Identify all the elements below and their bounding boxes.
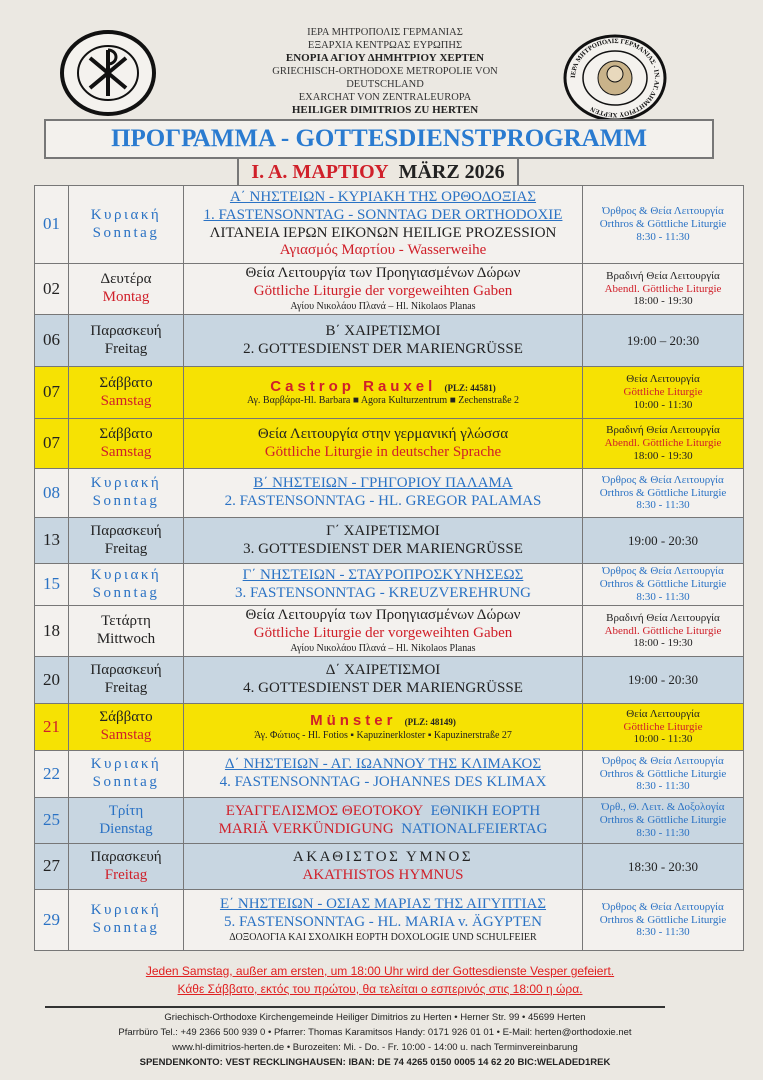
schedule-row <box>35 798 744 844</box>
time-line: Göttliche Liturgie <box>623 720 703 733</box>
time-line: Orthros & Göttliche Liturgie <box>599 814 727 827</box>
schedule-row <box>35 518 744 564</box>
divider <box>45 1006 665 1008</box>
date-cell: 15 <box>35 564 69 606</box>
day-greek: Κυριακή <box>90 756 162 773</box>
day-cell <box>69 751 184 798</box>
time-cell <box>583 419 744 469</box>
day-german: Freitag <box>104 540 148 557</box>
day-german: Sonntag <box>92 920 160 936</box>
schedule-row <box>35 564 744 606</box>
event-text: Γ΄ ΧΑΙΡΕΤΙΣΜΟΙ <box>326 522 440 539</box>
header-line: ΕΝΟΡΙΑ ΑΓΙΟΥ ΔΗΜΗΤΡΙΟΥ ΧΕΡΤΕΝ <box>285 52 485 64</box>
time-line: Abendl. Göttliche Liturgie <box>604 624 722 637</box>
date-cell: 29 <box>35 890 69 951</box>
event-cell <box>184 469 583 518</box>
time-line: 8:30 - 11:30 <box>636 780 690 793</box>
date-cell: 02 <box>35 264 69 315</box>
day-greek: Παρασκευή <box>90 848 162 865</box>
time-cell <box>583 704 744 751</box>
time-line: 8:30 - 11:30 <box>636 590 690 603</box>
time-line: Göttliche Liturgie <box>623 386 703 399</box>
day-german: Sonntag <box>92 224 160 241</box>
event-line <box>184 625 582 643</box>
event-cell <box>184 419 583 469</box>
day-greek: Δευτέρα <box>100 271 152 288</box>
event-text: Göttliche Liturgie in deutscher Sprache <box>264 443 502 460</box>
date-cell: 21 <box>35 704 69 751</box>
time-line: 8:30 - 11:30 <box>636 826 690 839</box>
schedule-row <box>35 264 744 315</box>
day-greek: Τετάρτη <box>101 613 151 630</box>
event-text: MARIÄ VERKÜNDIGUNG <box>218 820 394 837</box>
header-line: EXARCHAT VON ZENTRALEUROPA <box>298 92 472 103</box>
time-line: Βραδινή Θεία Λειτουργία <box>606 611 720 624</box>
day-greek: Σάββατο <box>99 709 153 726</box>
date-cell: 22 <box>35 751 69 798</box>
event-line <box>184 541 582 559</box>
day-greek: Παρασκευή <box>90 322 162 339</box>
event-line <box>184 849 582 867</box>
day-cell <box>69 264 184 315</box>
date-cell: 06 <box>35 315 69 367</box>
time-line: Βραδινή Θεία Λειτουργία <box>606 424 720 437</box>
day-greek: Κυριακή <box>90 566 162 583</box>
day-german: Sonntag <box>92 493 160 509</box>
time-line: Όρθρος & Θεία Λειτουργία <box>602 900 724 913</box>
event-cell <box>184 751 583 798</box>
footer <box>30 1010 720 1070</box>
day-greek: Κυριακή <box>90 902 162 919</box>
event-text-secondary: ΕΘΝΙΚΗ ΕΟΡΤΗ <box>430 802 541 819</box>
day-german: Freitag <box>104 340 148 357</box>
event-text: 4. FASTENSONNTAG - JOHANNES DES KLIMAX <box>219 774 547 790</box>
event-cell <box>184 844 583 890</box>
time-line: Όρθρος & Θεία Λειτουργία <box>602 473 724 486</box>
time-cell <box>583 518 744 564</box>
time-line: Όρθ., Θ. Λειτ. & Δοξολογία <box>601 801 725 814</box>
time-cell <box>583 367 744 419</box>
day-greek: Παρασκευή <box>90 662 162 679</box>
event-line <box>184 426 582 444</box>
event-cell <box>184 518 583 564</box>
time-line: 19:00 - 20:30 <box>627 532 699 548</box>
event-line <box>184 189 582 207</box>
time-line: Orthros & Göttliche Liturgie <box>599 218 727 231</box>
schedule-row <box>35 751 744 798</box>
date-cell: 25 <box>35 798 69 844</box>
date-cell: 07 <box>35 419 69 469</box>
event-line <box>184 932 582 944</box>
time-line: Abendl. Göttliche Liturgie <box>604 282 722 295</box>
footer-contact: Pfarrbüro Tel.: +49 2366 500 939 0 • Pfarrer: Thomas Karamitsos Handy: 0171 926 01 01 • E-Mail: herten@orthodoxie.net <box>118 1027 632 1038</box>
event-cell <box>184 606 583 657</box>
day-greek: Παρασκευή <box>90 522 162 539</box>
right-logo-text-path: ΙΕΡΑ ΜΗΤΡΟΠΟΛΙΣ ΓΕΡΜΑΝΙΑΣ - ΙΝ. ΑΓ. ΔΗΜΗΤΡΙΟΥ ΧΕΡΤΕΝ <box>569 37 661 119</box>
event-line <box>184 607 582 625</box>
time-cell <box>583 890 744 951</box>
event-text: Α΄ ΝΗΣΤΕΙΩΝ - ΚΥΡΙΑΚΗ ΤΗΣ ΟΡΘΟΔΟΞΙΑΣ <box>229 189 537 206</box>
footer-bank: SPENDENKONTO: VEST RECKLINGHAUSEN: IBAN: DE 74 4265 0150 0005 14 62 20 BIC:WELADED1REK <box>139 1057 611 1068</box>
event-cell <box>184 264 583 315</box>
event-line <box>184 395 582 407</box>
time-line: 19:00 - 20:30 <box>627 672 699 688</box>
note-line-de: Jeden Samstag, außer am ersten, um 18:00 Uhr wird der Gottesdienste Vesper gefeiert. <box>145 964 615 978</box>
date-cell: 18 <box>35 606 69 657</box>
time-line: 19:00 – 20:30 <box>626 332 700 348</box>
event-line <box>184 475 582 493</box>
day-cell <box>69 367 184 419</box>
month-greek: Ι. Α. ΜΑΡΤΙΟΥ <box>251 161 389 183</box>
event-line <box>184 662 582 680</box>
schedule-row <box>35 844 744 890</box>
header-line: GRIECHISCH-ORTHODOXE METROPOLIE VON <box>272 66 498 77</box>
event-text: Ε΄ ΝΗΣΤΕΙΩΝ - ΟΣΙΑΣ ΜΑΡΙΑΣ ΤΗΣ ΑΙΓΥΠΤΙΑΣ <box>219 896 547 913</box>
time-line: Όρθρος & Θεία Λειτουργία <box>602 754 724 767</box>
vesper-note <box>60 962 700 998</box>
time-line: Orthros & Göttliche Liturgie <box>599 767 727 780</box>
event-line <box>184 730 582 742</box>
event-text-secondary: NATIONALFEIERTAG <box>401 820 548 837</box>
day-german: Sonntag <box>92 774 160 790</box>
event-cell <box>184 367 583 419</box>
time-cell <box>583 844 744 890</box>
schedule-row <box>35 657 744 704</box>
event-line <box>184 523 582 541</box>
event-line <box>184 283 582 301</box>
time-line: 10:00 - 11:30 <box>633 733 693 746</box>
church-header <box>200 26 570 117</box>
month-heading <box>237 157 519 188</box>
event-text: 2. GOTTESDIENST DER MARIENGRÜSSE <box>243 340 523 357</box>
day-german: Samstag <box>100 392 152 409</box>
page-title: ΠΡΟΓΡΑΜΜΑ - GOTTESDIENSTPROGRAMM <box>44 119 714 159</box>
header-line: HEILIGER DIMITRIOS ZU HERTEN <box>291 104 479 116</box>
time-line: Θεία Λειτουργία <box>626 373 700 386</box>
event-cell <box>184 564 583 606</box>
day-german: Mittwoch <box>96 631 156 647</box>
time-cell <box>583 798 744 844</box>
event-text: Münster <box>310 712 397 730</box>
event-line <box>184 803 582 821</box>
note-line-gr: Κάθε Σάββατο, εκτός του πρώτου, θα τελείται ο εσπερινός στις 18:00 η ώρα. <box>177 982 583 996</box>
event-text: Β΄ ΝΗΣΤΕΙΩΝ - ΓΡΗΓΟΡΙΟΥ ΠΑΛΑΜΑ <box>253 475 513 492</box>
event-text: ΕΥΑΓΓΕΛΙΣΜΟΣ ΘΕΟΤΟΚΟΥ <box>225 802 424 819</box>
date-cell: 27 <box>35 844 69 890</box>
event-text: Θεία Λειτουργία των Προηγιασμένων Δώρων <box>245 265 521 282</box>
time-cell <box>583 186 744 264</box>
event-line <box>184 821 582 839</box>
day-cell <box>69 518 184 564</box>
event-line <box>184 774 582 792</box>
date-cell: 01 <box>35 186 69 264</box>
day-cell <box>69 564 184 606</box>
event-text: Αγιασμός Μαρτίου - Wasserweihe <box>279 242 487 259</box>
event-text: 1. FASTENSONNTAG - SONNTAG DER ORTHODOXIE <box>203 206 563 223</box>
time-cell <box>583 657 744 704</box>
time-cell <box>583 606 744 657</box>
time-line: 18:30 - 20:30 <box>627 858 699 874</box>
event-text: Göttliche Liturgie der vorgeweihten Gaben <box>253 283 513 300</box>
time-line: 8:30 - 11:30 <box>636 499 690 512</box>
event-line <box>184 444 582 462</box>
day-german: Dienstag <box>99 820 153 837</box>
event-text: Göttliche Liturgie der vorgeweihten Gaben <box>253 625 513 642</box>
event-line <box>184 643 582 655</box>
postal-code: (PLZ: 44581) <box>444 382 496 393</box>
postal-code: (PLZ: 48149) <box>404 717 456 728</box>
time-cell <box>583 564 744 606</box>
metropolis-logo-left <box>60 30 156 116</box>
event-text: Δ΄ ΧΑΙΡΕΤΙΣΜΟΙ <box>325 662 441 679</box>
event-text: 2. FASTENSONNTAG - HL. GREGOR PALAMAS <box>224 493 542 509</box>
time-line: 8:30 - 11:30 <box>636 926 690 939</box>
schedule-table <box>34 185 744 951</box>
schedule-row <box>35 704 744 751</box>
event-text: Αγίου Νικολάου Πλανά – Hl. Nikolaos Planas <box>290 300 476 312</box>
schedule-row <box>35 367 744 419</box>
event-text: Άγ. Φώτιος - Hl. Fotios ▪ Kapuzinerkloster ▪ Kapuzinerstraße 27 <box>254 729 512 741</box>
date-cell: 20 <box>35 657 69 704</box>
day-cell <box>69 844 184 890</box>
event-text: 3. GOTTESDIENST DER MARIENGRÜSSE <box>243 540 523 557</box>
day-greek: Κυριακή <box>90 475 162 492</box>
day-greek: Κυριακή <box>90 206 162 223</box>
time-line: Όρθρος & Θεία Λειτουργία <box>602 565 724 578</box>
month-german: MÄRZ 2026 <box>398 161 505 183</box>
event-text: ΔΟΞΟΛΟΓΙΑ ΚΑΙ ΣΧΟΛΙΚΗ ΕΟΡΤΗ DOXOLOGIE UND SCHULFEIER <box>229 931 537 943</box>
event-text: ΑΚΑΘΙΣΤΟΣ ΥΜΝΟΣ <box>292 848 474 865</box>
event-text: Θεία Λειτουργία των Προηγιασμένων Δώρων <box>245 607 521 624</box>
schedule-row <box>35 186 744 264</box>
parish-logo-right <box>563 34 667 122</box>
time-line: 8:30 - 11:30 <box>636 230 690 243</box>
day-cell <box>69 469 184 518</box>
schedule-row <box>35 890 744 951</box>
event-text: Γ΄ ΝΗΣΤΕΙΩΝ - ΣΤΑΥΡΟΠΡΟΣΚΥΝΗΣΕΩΣ <box>242 566 524 583</box>
event-text: Β΄ ΧΑΙΡΕΤΙΣΜΟΙ <box>325 322 441 339</box>
time-line: Abendl. Göttliche Liturgie <box>604 437 722 450</box>
event-line <box>184 265 582 283</box>
time-line: Orthros & Göttliche Liturgie <box>599 578 727 591</box>
event-line <box>184 301 582 313</box>
time-cell <box>583 469 744 518</box>
event-line <box>184 896 582 914</box>
event-line <box>184 341 582 359</box>
day-cell <box>69 704 184 751</box>
time-line: Όρθρος & Θεία Λειτουργία <box>602 205 724 218</box>
time-line: Orthros & Göttliche Liturgie <box>599 913 727 926</box>
day-greek: Τρίτη <box>108 802 144 819</box>
date-cell: 13 <box>35 518 69 564</box>
schedule-row <box>35 469 744 518</box>
event-cell <box>184 798 583 844</box>
event-text: Αγίου Νικολάου Πλανά – Hl. Nikolaos Planas <box>290 642 476 654</box>
header-line: ΕΞΑΡΧΙΑ ΚΕΝΤΡΩΑΣ ΕΥΡΩΠΗΣ <box>307 40 463 51</box>
day-cell <box>69 798 184 844</box>
time-line: 18:00 - 19:30 <box>633 295 693 308</box>
schedule-row <box>35 315 744 367</box>
time-line: 18:00 - 19:30 <box>633 449 693 462</box>
date-cell: 08 <box>35 469 69 518</box>
event-line <box>184 323 582 341</box>
date-cell: 07 <box>35 367 69 419</box>
day-german: Samstag <box>100 727 152 743</box>
time-line: Θεία Λειτουργία <box>626 707 700 720</box>
schedule-row <box>35 419 744 469</box>
event-cell <box>184 315 583 367</box>
time-line: Orthros & Göttliche Liturgie <box>599 486 727 499</box>
footer-web-hours: www.hl-dimitrios-herten.de • Burozeiten: Mi. - Do. - Fr. 10:00 - 14:00 u. nach Terminvereinbarung <box>172 1042 578 1053</box>
event-text: Θεία Λειτουργία στην γερμανική γλώσσα <box>257 425 509 442</box>
day-cell <box>69 419 184 469</box>
event-cell <box>184 186 583 264</box>
event-line <box>184 567 582 585</box>
time-cell <box>583 315 744 367</box>
event-text: AKATHISTOS HYMNUS <box>302 866 464 883</box>
event-line <box>184 225 582 243</box>
header-line: ΙΕΡΑ ΜΗΤΡΟΠΟΛΙΣ ΓΕΡΜΑΝΙΑΣ <box>307 27 463 38</box>
time-line: Βραδινή Θεία Λειτουργία <box>606 269 720 282</box>
event-line <box>184 756 582 774</box>
time-cell <box>583 264 744 315</box>
day-german: Sonntag <box>92 584 160 601</box>
event-line <box>184 914 582 932</box>
day-cell <box>69 657 184 704</box>
time-cell <box>583 751 744 798</box>
event-line <box>184 680 582 698</box>
day-greek: Σάββατο <box>99 374 153 391</box>
event-line <box>184 585 582 603</box>
day-cell <box>69 186 184 264</box>
event-text: 5. FASTENSONNTAG - HL. MARIA v. ÄGYPTEN <box>224 914 542 931</box>
event-text: 3. FASTENSONNTAG - KREUZVEREHRUNG <box>234 584 531 601</box>
day-greek: Σάββατο <box>99 425 153 442</box>
event-line <box>184 867 582 885</box>
day-cell <box>69 315 184 367</box>
day-german: Freitag <box>104 866 148 883</box>
day-cell <box>69 606 184 657</box>
event-text: Castrop Rauxel <box>270 377 437 395</box>
event-line <box>184 207 582 225</box>
schedule-row <box>35 606 744 657</box>
event-line <box>184 493 582 511</box>
event-cell <box>184 890 583 951</box>
time-line: 10:00 - 11:30 <box>633 398 693 411</box>
footer-address: Griechisch-Orthodoxe Kirchengemeinde Heiliger Dimitrios zu Herten • Herner Str. 99 • 45699 Herten <box>164 1012 586 1023</box>
time-line: 18:00 - 19:30 <box>633 637 693 650</box>
event-text: 4. GOTTESDIENST DER MARIENGRÜSSE <box>243 680 523 696</box>
event-cell <box>184 657 583 704</box>
event-cell <box>184 704 583 751</box>
event-line <box>184 378 582 396</box>
day-cell <box>69 890 184 951</box>
day-german: Samstag <box>100 443 152 460</box>
day-german: Freitag <box>104 680 148 696</box>
event-text: Αγ. Βαρβάρα-Hl. Barbara ■ Agora Kulturzentrum ■ Zechenstraße 2 <box>246 395 520 407</box>
event-text: Δ΄ ΝΗΣΤΕΙΩΝ - ΑΓ. ΙΩΑΝΝΟΥ ΤΗΣ ΚΛΙΜΑΚΟΣ <box>224 756 542 773</box>
event-line <box>184 712 582 730</box>
event-text: ΛΙΤΑΝΕΙΑ ΙΕΡΩΝ ΕΙΚΟΝΩΝ HEILIGE PROZESSION <box>209 224 557 241</box>
event-line <box>184 242 582 260</box>
day-german: Montag <box>102 289 150 305</box>
header-line: DEUTSCHLAND <box>346 79 424 90</box>
